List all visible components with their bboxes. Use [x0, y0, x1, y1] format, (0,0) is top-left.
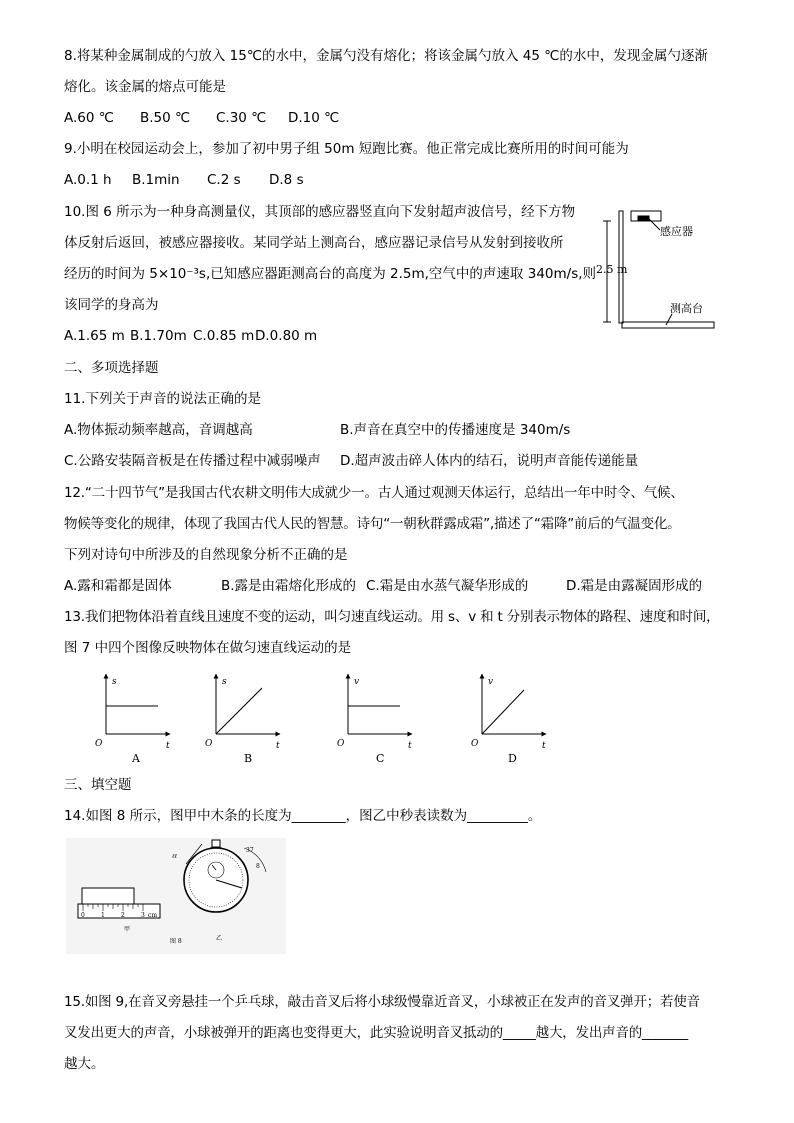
- graph-d-line: [482, 690, 524, 734]
- stopwatch-scale-label-a: 37: [246, 847, 254, 854]
- graph-c-caption: C: [376, 752, 385, 765]
- graph-c-origin: O: [337, 739, 345, 749]
- q9-options: [64, 170, 304, 190]
- stopwatch-caption: 乙: [216, 935, 223, 942]
- q10-options: [64, 326, 317, 346]
- graph-d-y-label: v: [488, 677, 494, 687]
- q10-stem-line1: 10.图 6 所示为一种身高测量仪，其顶部的感应器竖直向下发射超声波信号，经下方物: [64, 204, 576, 220]
- q11-stem: 11.下列关于声音的说法正确的是: [64, 391, 261, 407]
- q12-stem-line3: 下列对诗句中所涉及的自然现象分析不正确的是: [64, 547, 348, 563]
- ruler-tick-3: 3: [141, 912, 145, 919]
- q9-option-c: C.2 s: [207, 172, 241, 188]
- graph-d-caption: D: [508, 752, 517, 765]
- stopwatch-scale-label-b: 8: [256, 863, 260, 870]
- section-multiple-choice-heading: 二、多项选择题: [64, 360, 159, 376]
- graph-b-line: [216, 688, 262, 734]
- graph-c-y-label: v: [354, 677, 360, 687]
- q12-option-c: C.霜是由水蒸气凝华形成的: [366, 578, 529, 594]
- graph-a-origin: O: [95, 739, 103, 749]
- figure-8: [66, 838, 286, 954]
- q13-stem-line1: 13.我们把物体沿着直线且速度不变的运动，叫匀速直线运动。用 s、v 和 t 分别表示物体的路程、速度和时间，: [64, 609, 720, 625]
- q15-stem-line3: 越大。: [64, 1056, 105, 1072]
- graph-a-x-label: t: [166, 741, 170, 751]
- q9-option-d: D.8 s: [269, 172, 304, 188]
- ruler-tick-0: 0: [81, 912, 85, 919]
- wooden-strip: [82, 888, 134, 904]
- q12-option-a: A.露和霜都是固体: [64, 578, 172, 594]
- graph-a: [95, 674, 170, 765]
- figure-8-label: 图 8: [170, 938, 182, 945]
- q15-stem-line2: 叉发出更大的声音，小球被弹开的距离也变得更大，此实验说明音叉抵动的_____越大，发出声音的_______: [64, 1025, 688, 1041]
- graph-b-origin: O: [205, 739, 213, 749]
- q14-stem: 14.如图 8 所示，图甲中木条的长度为________，图乙中秒表读数为_________。: [64, 808, 542, 824]
- platform-label: 测高台: [670, 302, 703, 315]
- graph-d: [471, 674, 546, 765]
- q8-option-a: A.60 ℃: [64, 110, 114, 126]
- sensor-head: [638, 216, 649, 221]
- q12-option-b: B.露是由霜熔化形成的: [221, 578, 357, 594]
- q8-option-c: C.30 ℃: [216, 110, 267, 126]
- height-label: 2.5 m: [596, 263, 628, 276]
- measuring-platform: [622, 322, 714, 328]
- ruler-unit: cm: [148, 912, 158, 919]
- section-fill-blank-heading: 三、填空题: [64, 777, 132, 793]
- q10-option-c: C.0.85 m: [193, 328, 255, 344]
- motion-graphs-figure: [92, 668, 562, 768]
- stopwatch-crown: [212, 840, 220, 847]
- q8-option-d: D.10 ℃: [288, 110, 340, 126]
- height-meter-figure: [594, 205, 734, 335]
- q10-option-d: D.0.80 m: [255, 328, 318, 344]
- q11-option-d: D.超声波击碎人体内的结石，说明声音能传递能量: [340, 453, 639, 469]
- ruler-tick-2: 2: [121, 912, 125, 919]
- q12-option-d: D.霜是由露凝固形成的: [566, 578, 703, 594]
- q10-option-a: A.1.65 m: [64, 328, 125, 344]
- q12-stem-line2: 物候等变化的规律，体现了我国古代人民的智慧。诗句“一朝秋群露成霜”,描述了“霜降”前后的气温变化。: [64, 516, 681, 532]
- q10-stem-line4: 该同学的身高为: [64, 297, 159, 313]
- sensor-label: 感应器: [660, 225, 693, 238]
- platform-leader-line: [666, 314, 672, 325]
- ruler-caption: 甲: [124, 926, 131, 933]
- q8-options: [64, 108, 339, 128]
- graph-b: [205, 674, 280, 765]
- q11-option-c: C.公路安装隔音板是在传播过程中减弱噪声: [64, 453, 321, 469]
- stopwatch-hand-mark-icon: ℓℓ: [172, 853, 177, 860]
- graph-b-x-label: t: [276, 741, 280, 751]
- q13-stem-line2: 图 7 中四个图像反映物体在做匀速直线运动的是: [64, 640, 352, 656]
- graph-c-x-label: t: [408, 741, 412, 751]
- q8-stem-line1: 8.将某种金属制成的勺放入 15℃的水中，金属勺没有熔化；将该金属勺放入 45 ℃的水中，发现金属勺逐渐: [64, 48, 708, 64]
- q8-stem-line2: 熔化。该金属的熔点可能是: [64, 79, 226, 95]
- graph-d-x-label: t: [542, 741, 546, 751]
- q10-stem-line2: 体反射后返回，被感应器接收。某同学站上测高台，感应器记录信号从发射到接收所: [64, 235, 564, 251]
- graph-c: [337, 674, 412, 765]
- q11-option-a: A.物体振动频率越高，音调越高: [64, 422, 253, 438]
- q9-option-a: A.0.1 h: [64, 172, 112, 188]
- q9-stem: 9.小明在校园运动会上，参加了初中男子组 50m 短跑比赛。他正常完成比赛所用的时间可能为: [64, 141, 629, 157]
- q10-option-b: B.1.70m: [130, 328, 187, 344]
- graph-a-caption: A: [132, 752, 140, 765]
- ruler-tick-1: 1: [101, 912, 105, 919]
- graph-b-y-label: s: [222, 677, 227, 687]
- q8-option-b: B.50 ℃: [140, 110, 191, 126]
- q12-stem-line1: 12.“二十四节气”是我国古代农耕文明伟大成就少一。古人通过观测天体运行，总结出一年中时令、气候、: [64, 485, 684, 501]
- q10-stem-line3: 经历的时间为 5×10⁻³s,已知感应器距测高台的高度为 2.5m,空气中的声速取 340m/s,则: [64, 266, 597, 282]
- q9-option-b: B.1min: [132, 172, 180, 188]
- graph-d-origin: O: [471, 739, 479, 749]
- q15-stem-line1: 15.如图 9,在音叉旁悬挂一个乒乓球，敲击音叉后将小球级慢靠近音叉，小球被正在发声的音叉弹开；若使音: [64, 994, 700, 1010]
- graph-b-caption: B: [244, 752, 253, 765]
- q11-option-b: B.声音在真空中的传播速度是 340m/s: [340, 422, 571, 438]
- graph-a-y-label: s: [112, 677, 117, 687]
